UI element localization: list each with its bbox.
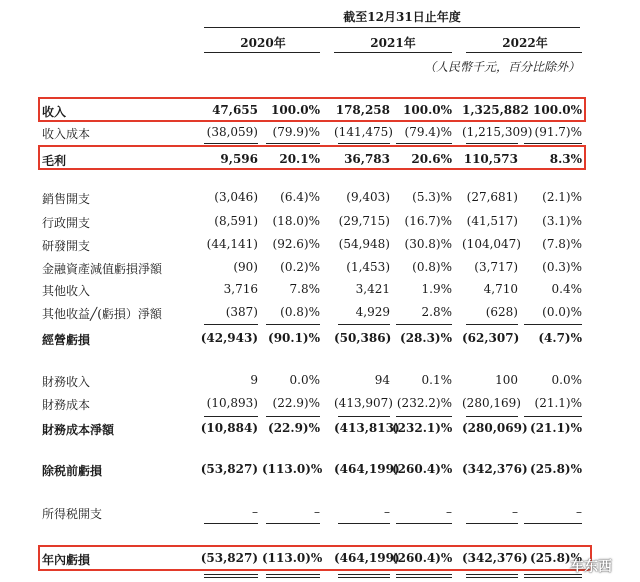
table-cell: (25.8)% <box>530 462 582 476</box>
table-cell: (4.7)% <box>538 331 582 345</box>
table-cell: (0.0)% <box>542 305 582 319</box>
subtotal-underline <box>204 143 258 144</box>
total-double-underline <box>466 574 518 575</box>
subtotal-underline <box>266 324 320 325</box>
table-cell: 94 <box>374 373 390 387</box>
table-cell: (413,907) <box>334 396 393 410</box>
table-cell: (44,141) <box>206 237 258 251</box>
table-cell: (413,813) <box>334 421 400 435</box>
table-cell: 110,573 <box>463 152 518 166</box>
table-cell: (113.0)% <box>262 551 323 565</box>
row-label: 除税前虧損 <box>42 464 103 478</box>
table-cell: (2.1)% <box>542 190 582 204</box>
table-cell: (18.0)% <box>272 214 320 228</box>
row-label: 所得税開支 <box>42 507 103 521</box>
table-cell: (628) <box>485 305 518 319</box>
row-label: 毛利 <box>42 154 67 168</box>
table-cell: 0.0% <box>289 373 320 387</box>
table-cell: 100.0% <box>271 103 320 117</box>
table-cell: (3,717) <box>474 260 518 274</box>
table-cell: (25.8)% <box>530 551 582 565</box>
table-cell: – <box>512 505 518 519</box>
table-cell: 0.1% <box>421 373 452 387</box>
subtotal-underline <box>396 324 452 325</box>
table-cell: (104,047) <box>462 237 521 251</box>
table-cell: (342,376) <box>462 462 528 476</box>
table-cell: (342,376) <box>462 551 528 565</box>
subtotal-underline <box>396 416 452 417</box>
table-cell: (9,403) <box>346 190 390 204</box>
table-cell: 1.9% <box>421 282 452 296</box>
year-2020-header: 2020年 <box>240 36 286 50</box>
table-cell: (28.3)% <box>400 331 452 345</box>
row-label: 研發開支 <box>42 239 91 253</box>
table-cell: (387) <box>225 305 258 319</box>
total-double-underline <box>396 574 452 575</box>
table-cell: 20.1% <box>279 152 320 166</box>
table-cell: (3.1)% <box>542 214 582 228</box>
year-2022-header: 2022年 <box>502 36 548 50</box>
table-cell: (22.9)% <box>268 421 320 435</box>
table-cell: (0.8)% <box>280 305 320 319</box>
subtotal-underline <box>204 324 258 325</box>
table-cell: (21.1)% <box>534 396 582 410</box>
table-cell: (8,591) <box>214 214 258 228</box>
period-title: 截至12月31日止年度 <box>343 10 461 24</box>
row-label: 銷售開支 <box>42 192 91 206</box>
table-cell: – <box>314 505 320 519</box>
row-label: 年內虧損 <box>42 553 91 567</box>
year-2022-underline <box>466 52 582 53</box>
row-label: 金融資產減值虧損淨額 <box>42 262 163 276</box>
table-cell: (41,517) <box>466 214 518 228</box>
total-double-underline <box>204 574 258 575</box>
table-cell: (1,453) <box>346 260 390 274</box>
table-cell: 0.4% <box>551 282 582 296</box>
row-label: 經營虧損 <box>42 333 91 347</box>
table-cell: (0.3)% <box>542 260 582 274</box>
table-cell: 20.6% <box>411 152 452 166</box>
table-cell: (62,307) <box>462 331 520 345</box>
year-2020-underline <box>204 52 320 53</box>
table-cell: 3,421 <box>355 282 390 296</box>
total-double-underline <box>524 577 582 578</box>
table-cell: (464,199) <box>334 551 400 565</box>
subtotal-underline <box>396 143 452 144</box>
table-cell: (90.1)% <box>268 331 320 345</box>
total-double-underline <box>266 574 320 575</box>
subtotal-underline <box>524 523 582 524</box>
row-label: 行政開支 <box>42 216 91 230</box>
table-cell: (22.9)% <box>272 396 320 410</box>
subtotal-underline <box>524 324 582 325</box>
year-2021-header: 2021年 <box>370 36 416 50</box>
period-underline <box>204 27 580 28</box>
highlight-box-revenue <box>38 97 586 122</box>
table-cell: (464,199) <box>334 462 400 476</box>
table-cell: 1,325,882 <box>462 103 529 117</box>
table-cell: (10,884) <box>200 421 258 435</box>
table-cell: (280,169) <box>462 396 521 410</box>
subtotal-underline <box>338 523 390 524</box>
subtotal-underline <box>466 324 518 325</box>
table-cell: (232.1)% <box>392 421 453 435</box>
table-cell: (54,948) <box>338 237 390 251</box>
unit-note: （人民幣千元，百分比除外） <box>423 60 580 74</box>
table-cell: (260.4)% <box>392 551 453 565</box>
subtotal-underline <box>524 416 582 417</box>
subtotal-underline <box>338 324 390 325</box>
table-cell: (29,715) <box>338 214 390 228</box>
table-cell: (79.4)% <box>404 125 452 139</box>
total-double-underline <box>396 577 452 578</box>
table-cell: (10,893) <box>206 396 258 410</box>
table-cell: (5.3)% <box>412 190 452 204</box>
table-cell: 3,716 <box>223 282 258 296</box>
row-label: 財務收入 <box>42 375 91 389</box>
table-cell: (0.8)% <box>412 260 452 274</box>
total-double-underline <box>266 577 320 578</box>
table-cell: 8.3% <box>549 152 582 166</box>
total-double-underline <box>338 574 390 575</box>
table-cell: 7.8% <box>289 282 320 296</box>
row-label: 財務成本淨額 <box>42 423 115 437</box>
table-cell: (0.2)% <box>280 260 320 274</box>
table-cell: (79.9)% <box>272 125 320 139</box>
table-cell: (21.1)% <box>530 421 582 435</box>
table-cell: (42,943) <box>200 331 258 345</box>
table-cell: (141,475) <box>334 125 393 139</box>
table-cell: (260.4)% <box>392 462 453 476</box>
total-double-underline <box>466 577 518 578</box>
table-cell: – <box>446 505 452 519</box>
table-cell: (6.4)% <box>280 190 320 204</box>
table-cell: (27,681) <box>466 190 518 204</box>
table-cell: (53,827) <box>200 462 258 476</box>
subtotal-underline <box>466 416 518 417</box>
table-cell: 178,258 <box>335 103 390 117</box>
table-cell: (53,827) <box>200 551 258 565</box>
table-cell: (113.0)% <box>262 462 323 476</box>
subtotal-underline <box>466 523 518 524</box>
highlight-box-gross-profit <box>38 145 586 170</box>
table-cell: – <box>384 505 390 519</box>
table-cell: 0.0% <box>551 373 582 387</box>
table-cell: 100.0% <box>403 103 452 117</box>
table-cell: (38,059) <box>206 125 258 139</box>
table-cell: (1,215,309) <box>462 125 533 139</box>
watermark-text: 车东西 <box>570 559 612 575</box>
subtotal-underline <box>396 523 452 524</box>
row-label: 其他收益╱(虧損）淨額 <box>42 307 162 321</box>
table-cell: (232.2)% <box>396 396 452 410</box>
table-cell: 100.0% <box>533 103 582 117</box>
row-label: 收入成本 <box>42 127 91 141</box>
table-cell: (92.6)% <box>272 237 320 251</box>
table-cell: (280,069) <box>462 421 528 435</box>
table-cell: (7.8)% <box>542 237 582 251</box>
table-cell: 2.8% <box>421 305 452 319</box>
row-label: 財務成本 <box>42 398 91 412</box>
subtotal-underline <box>338 416 390 417</box>
row-label: 收入 <box>42 105 67 119</box>
table-cell: (16.7)% <box>404 214 452 228</box>
total-double-underline <box>338 577 390 578</box>
table-cell: (90) <box>233 260 258 274</box>
subtotal-underline <box>266 523 320 524</box>
table-cell: – <box>252 505 258 519</box>
table-cell: (91.7)% <box>534 125 582 139</box>
table-cell: 36,783 <box>344 152 390 166</box>
total-double-underline <box>204 577 258 578</box>
table-cell: (50,386) <box>334 331 392 345</box>
subtotal-underline <box>266 143 320 144</box>
subtotal-underline <box>266 416 320 417</box>
table-cell: 9,596 <box>220 152 258 166</box>
table-cell: (3,046) <box>214 190 258 204</box>
subtotal-underline <box>338 143 390 144</box>
table-cell: (30.8)% <box>404 237 452 251</box>
subtotal-underline <box>204 523 258 524</box>
subtotal-underline <box>204 416 258 417</box>
table-cell: 47,655 <box>212 103 258 117</box>
subtotal-underline <box>524 143 582 144</box>
table-cell: 100 <box>495 373 518 387</box>
table-cell: 4,929 <box>355 305 390 319</box>
highlight-box-annual-loss <box>38 545 592 571</box>
subtotal-underline <box>466 143 518 144</box>
table-cell: 9 <box>250 373 258 387</box>
row-label: 其他收入 <box>42 284 91 298</box>
table-cell: – <box>576 505 582 519</box>
table-cell: 4,710 <box>483 282 518 296</box>
year-2021-underline <box>334 52 452 53</box>
